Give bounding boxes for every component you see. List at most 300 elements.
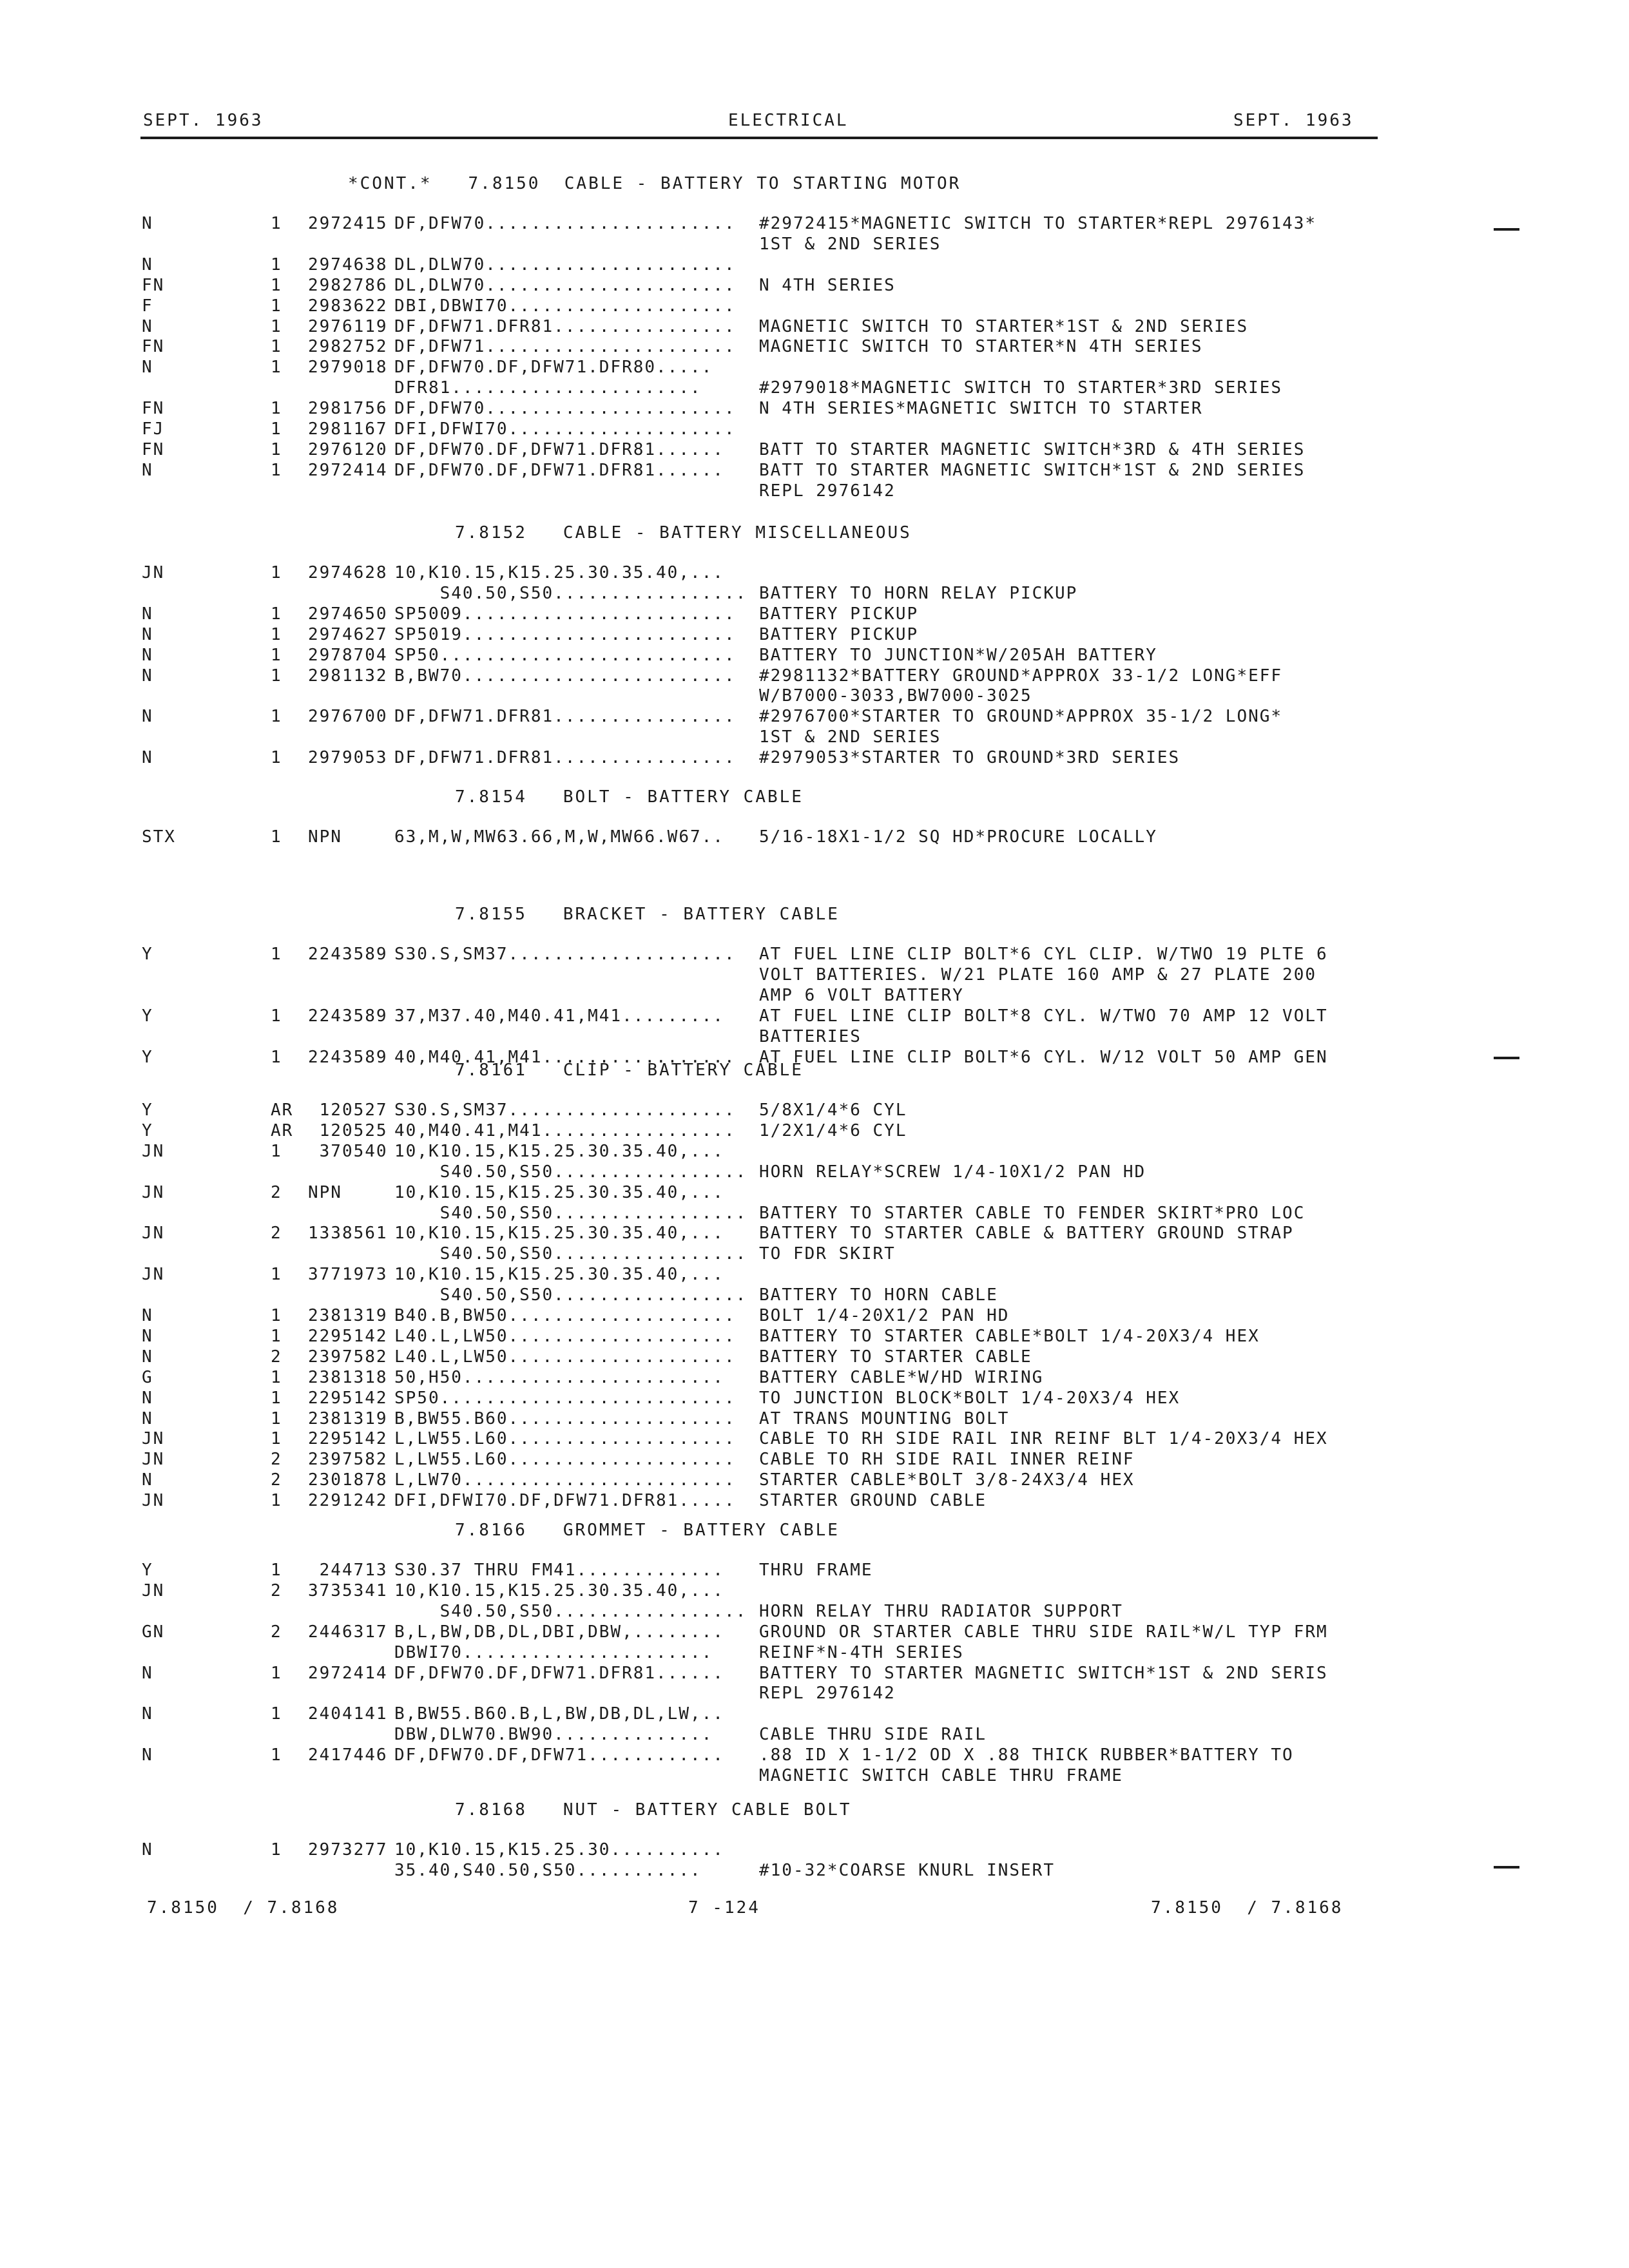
part-part: NPN [308, 827, 342, 847]
part-desc: CABLE TO RH SIDE RAIL INNER REINF [759, 1450, 1135, 1469]
part-models: DFI,DFWI70.DF,DFW71.DFR81..... [394, 1491, 736, 1510]
part-models: B,BW55.B60.................... [394, 1409, 736, 1428]
footer-page-number: 7 -124 [688, 1898, 760, 1917]
part-code: Y [142, 945, 153, 964]
part-part: 2446317 [308, 1622, 388, 1642]
part-qty: 2 [271, 1347, 282, 1367]
header-date-right: SEPT. 1963 [1233, 111, 1354, 130]
part-desc: BATTERY CABLE*W/HD WIRING [759, 1368, 1044, 1387]
part-part: 2397582 [308, 1347, 388, 1367]
part-code: N [142, 1389, 153, 1408]
part-part: 2295142 [308, 1327, 388, 1346]
part-row [0, 945, 1629, 965]
part-row [0, 1581, 1629, 1602]
part-row [0, 378, 1629, 399]
part-code: N [142, 1840, 153, 1860]
part-models: L,LW55.L60.................... [394, 1429, 736, 1448]
margin-mark [1494, 228, 1519, 231]
part-models: 37,M37.40,M40.41,M41......... [394, 1006, 724, 1026]
part-row [0, 1622, 1629, 1643]
part-part: 2979018 [308, 358, 388, 377]
part-row [0, 419, 1629, 440]
part-desc: REPL 2976142 [759, 1684, 896, 1703]
part-qty: 1 [271, 625, 282, 644]
part-part: 2974650 [308, 604, 388, 624]
header-rule [140, 137, 1378, 139]
part-part: 120527 [308, 1100, 388, 1120]
part-row [0, 461, 1629, 481]
part-code: Y [142, 1100, 153, 1120]
part-models: 10,K10.15,K15.25.30.35.40,... [394, 1183, 724, 1202]
part-code: JN [142, 1491, 165, 1510]
part-row [0, 399, 1629, 419]
part-qty: 1 [271, 1389, 282, 1408]
section-title: 7.8161 CLIP - BATTERY CABLE [455, 1061, 804, 1080]
part-row [0, 1224, 1629, 1244]
part-models: S30.S,SM37.................... [394, 945, 736, 964]
part-part: 2381318 [308, 1368, 388, 1387]
part-row [0, 1745, 1629, 1766]
part-qty: 1 [271, 707, 282, 726]
part-models: DF,DFW70...................... [394, 399, 736, 418]
part-models: DF,DFW70.DF,DFW71............ [394, 1745, 724, 1765]
part-models: B,BW70........................ [394, 666, 736, 686]
part-row [0, 1285, 1629, 1306]
part-part: 2973277 [308, 1840, 388, 1860]
part-code: N [142, 358, 153, 377]
part-desc: BATTERY TO HORN CABLE [759, 1285, 998, 1305]
part-row [0, 214, 1629, 235]
part-part: 2972414 [308, 1664, 388, 1683]
part-part: 2976119 [308, 317, 388, 336]
part-row [0, 1725, 1629, 1745]
part-desc: #2981132*BATTERY GROUND*APPROX 33-1/2 LONG*EFF [759, 666, 1283, 686]
part-code: FN [142, 399, 165, 418]
part-models: 10,K10.15,K15.25.30.35.40,... [394, 1224, 724, 1243]
part-row [0, 1450, 1629, 1470]
part-part: 2981167 [308, 419, 388, 439]
part-qty: 1 [271, 1704, 282, 1724]
part-models: S40.50,S50................. [394, 1162, 747, 1182]
part-models: DBWI70...................... [394, 1643, 713, 1662]
part-qty: 1 [271, 1840, 282, 1860]
part-code: N [142, 1409, 153, 1428]
part-code: N [142, 461, 153, 480]
part-code: N [142, 214, 153, 233]
part-part: 3735341 [308, 1581, 388, 1600]
part-qty: 1 [271, 358, 282, 377]
part-row [0, 296, 1629, 317]
part-models: L40.L,LW50.................... [394, 1347, 736, 1367]
part-code: STX [142, 827, 176, 847]
part-models: L40.L,LW50.................... [394, 1327, 736, 1346]
part-desc: VOLT BATTERIES. W/21 PLATE 160 AMP & 27 PLATE 200 [759, 965, 1317, 985]
part-row [0, 646, 1629, 666]
section-title: 7.8154 BOLT - BATTERY CABLE [455, 787, 804, 807]
part-part: 2404141 [308, 1704, 388, 1724]
part-row [0, 1183, 1629, 1204]
footer-range-left: 7.8150 / 7.8168 [147, 1898, 340, 1917]
part-desc: BATTERY TO JUNCTION*W/205AH BATTERY [759, 646, 1157, 665]
part-models: 10,K10.15,K15.25.30.35.40,... [394, 1581, 724, 1600]
part-models: 10,K10.15,K15.25.30.35.40,... [394, 1265, 724, 1284]
part-desc: MAGNETIC SWITCH TO STARTER*N 4TH SERIES [759, 337, 1203, 356]
part-code: FN [142, 440, 165, 459]
part-part: 120525 [308, 1121, 388, 1140]
part-qty: 1 [271, 399, 282, 418]
part-models: L,LW55.L60.................... [394, 1450, 736, 1469]
part-row [0, 1561, 1629, 1581]
part-row [0, 1306, 1629, 1327]
part-models: B40.B,BW50.................... [394, 1306, 736, 1325]
part-row [0, 965, 1629, 986]
part-desc: BATTERY PICKUP [759, 604, 919, 624]
part-models: DF,DFW70.DF,DFW71.DFR80..... [394, 358, 713, 377]
part-row [0, 276, 1629, 296]
part-models: DF,DFW70...................... [394, 214, 736, 233]
part-part: 2982752 [308, 337, 388, 356]
part-code: JN [142, 1224, 165, 1243]
part-models: DL,DLW70...................... [394, 276, 736, 295]
part-qty: 1 [271, 604, 282, 624]
section-title: *CONT.* 7.8150 CABLE - BATTERY TO STARTING MOTOR [348, 174, 961, 193]
part-qty: 1 [271, 1664, 282, 1683]
part-desc: N 4TH SERIES [759, 276, 896, 295]
part-desc: #2979053*STARTER TO GROUND*3RD SERIES [759, 748, 1181, 767]
part-models: 40,M40.41,M41................. [394, 1121, 736, 1140]
part-models: DF,DFW70.DF,DFW71.DFR81...... [394, 461, 724, 480]
part-qty: 2 [271, 1224, 282, 1243]
part-qty: 1 [271, 1265, 282, 1284]
part-part: 2381319 [308, 1306, 388, 1325]
part-models: 50,H50....................... [394, 1368, 724, 1387]
part-qty: 1 [271, 1327, 282, 1346]
part-part: 3771973 [308, 1265, 388, 1284]
part-row [0, 1162, 1629, 1183]
part-desc: BATTERY TO HORN RELAY PICKUP [759, 584, 1078, 603]
part-row [0, 1704, 1629, 1725]
part-row [0, 1429, 1629, 1450]
section-title: 7.8168 NUT - BATTERY CABLE BOLT [455, 1800, 852, 1820]
part-qty: 1 [271, 563, 282, 582]
part-desc: #2979018*MAGNETIC SWITCH TO STARTER*3RD SERIES [759, 378, 1283, 398]
part-desc: #2976700*STARTER TO GROUND*APPROX 35-1/2 LONG* [759, 707, 1283, 726]
part-models: DF,DFW71.DFR81................ [394, 748, 736, 767]
part-desc: AT TRANS MOUNTING BOLT [759, 1409, 1010, 1428]
section-title: 7.8152 CABLE - BATTERY MISCELLANEOUS [455, 523, 912, 543]
part-row [0, 1006, 1629, 1027]
part-part: 2976120 [308, 440, 388, 459]
margin-mark [1494, 1866, 1519, 1869]
part-row [0, 584, 1629, 604]
part-code: N [142, 1470, 153, 1490]
part-models: DF,DFW70.DF,DFW71.DFR81...... [394, 1664, 724, 1683]
part-part: 2243589 [308, 1048, 388, 1067]
part-row [0, 1389, 1629, 1409]
part-qty: 1 [271, 1142, 282, 1161]
part-row [0, 317, 1629, 338]
part-row [0, 440, 1629, 461]
part-row [0, 1491, 1629, 1512]
part-models: SP50.......................... [394, 646, 736, 665]
part-desc: BATTERY TO STARTER MAGNETIC SWITCH*1ST & 2ND SERIS [759, 1664, 1328, 1683]
part-row [0, 666, 1629, 687]
part-row [0, 727, 1629, 748]
part-models: B,BW55.B60.B,L,BW,DB,DL,LW,.. [394, 1704, 724, 1724]
part-qty: 1 [271, 945, 282, 964]
part-desc: CABLE THRU SIDE RAIL [759, 1725, 987, 1744]
part-part: 2301878 [308, 1470, 388, 1490]
part-row [0, 1643, 1629, 1664]
part-row [0, 1347, 1629, 1368]
part-part: 2972415 [308, 214, 388, 233]
part-row [0, 481, 1629, 502]
part-code: N [142, 1664, 153, 1683]
part-code: F [142, 296, 153, 316]
part-desc: BATTERY TO STARTER CABLE [759, 1347, 1032, 1367]
part-models: SP50.......................... [394, 1389, 736, 1408]
part-row [0, 707, 1629, 727]
part-row [0, 748, 1629, 769]
part-row [0, 1142, 1629, 1162]
part-part: 2291242 [308, 1491, 388, 1510]
part-row [0, 255, 1629, 276]
part-qty: 1 [271, 337, 282, 356]
part-desc: REINF*N-4TH SERIES [759, 1643, 964, 1662]
part-row [0, 625, 1629, 646]
part-qty: AR [271, 1100, 294, 1120]
part-code: N [142, 1745, 153, 1765]
part-desc: BATTERY TO STARTER CABLE TO FENDER SKIRT*PRO LOC [759, 1204, 1306, 1223]
part-qty: 1 [271, 827, 282, 847]
part-qty: 1 [271, 440, 282, 459]
part-part: 2974627 [308, 625, 388, 644]
part-row [0, 1327, 1629, 1347]
part-desc: 1ST & 2ND SERIES [759, 235, 941, 254]
part-models: DFI,DFWI70.................... [394, 419, 736, 439]
part-part: 370540 [308, 1142, 388, 1161]
part-desc: REPL 2976142 [759, 481, 896, 501]
part-desc: STARTER GROUND CABLE [759, 1491, 987, 1510]
part-row [0, 1602, 1629, 1622]
part-part: 2381319 [308, 1409, 388, 1428]
part-desc: HORN RELAY*SCREW 1/4-10X1/2 PAN HD [759, 1162, 1146, 1182]
part-code: N [142, 317, 153, 336]
part-row [0, 337, 1629, 358]
part-qty: 2 [271, 1450, 282, 1469]
part-part: 2974628 [308, 563, 388, 582]
part-row [0, 1861, 1629, 1881]
part-row [0, 1204, 1629, 1224]
part-qty: 1 [271, 1745, 282, 1765]
part-row [0, 1470, 1629, 1491]
part-desc: BATT TO STARTER MAGNETIC SWITCH*1ST & 2ND SERIES [759, 461, 1306, 480]
part-row [0, 686, 1629, 707]
part-qty: 2 [271, 1622, 282, 1642]
part-models: S30.S,SM37.................... [394, 1100, 736, 1120]
part-models: DL,DLW70...................... [394, 255, 736, 274]
part-part: 244713 [308, 1561, 388, 1580]
part-desc: AT FUEL LINE CLIP BOLT*8 CYL. W/TWO 70 AMP 12 VOLT [759, 1006, 1328, 1026]
part-code: JN [142, 1450, 165, 1469]
part-qty: 1 [271, 296, 282, 316]
part-row [0, 1664, 1629, 1684]
part-qty: 1 [271, 317, 282, 336]
part-part: 2972414 [308, 461, 388, 480]
part-code: N [142, 625, 153, 644]
part-row [0, 1244, 1629, 1265]
part-desc: 5/8X1/4*6 CYL [759, 1100, 907, 1120]
part-part: 2976700 [308, 707, 388, 726]
part-desc: MAGNETIC SWITCH CABLE THRU FRAME [759, 1766, 1123, 1785]
part-qty: 2 [271, 1183, 282, 1202]
part-code: JN [142, 563, 165, 582]
part-code: Y [142, 1006, 153, 1026]
part-row [0, 1840, 1629, 1861]
part-desc: BATTERY PICKUP [759, 625, 919, 644]
part-qty: 1 [271, 214, 282, 233]
part-row [0, 986, 1629, 1006]
part-code: G [142, 1368, 153, 1387]
part-part: NPN [308, 1183, 342, 1202]
part-qty: 1 [271, 1491, 282, 1510]
part-part: 2243589 [308, 1006, 388, 1026]
part-part: 2983622 [308, 296, 388, 316]
part-part: 2981756 [308, 399, 388, 418]
part-models: DF,DFW71...................... [394, 337, 736, 356]
part-desc: BATTERY TO STARTER CABLE & BATTERY GROUND STRAP [759, 1224, 1294, 1243]
part-qty: 1 [271, 1409, 282, 1428]
part-desc: CABLE TO RH SIDE RAIL INR REINF BLT 1/4-20X3/4 HEX [759, 1429, 1328, 1448]
part-desc: 5/16-18X1-1/2 SQ HD*PROCURE LOCALLY [759, 827, 1157, 847]
part-row [0, 1048, 1629, 1068]
part-models: DBI,DBWI70.................... [394, 296, 736, 316]
header-section-title: ELECTRICAL [728, 111, 849, 130]
part-code: JN [142, 1142, 165, 1161]
part-models: 10,K10.15,K15.25.30.35.40,... [394, 1142, 724, 1161]
part-models: 10,K10.15,K15.25.30.35.40,... [394, 563, 724, 582]
part-row [0, 1121, 1629, 1142]
part-part: 2243589 [308, 945, 388, 964]
part-desc: GROUND OR STARTER CABLE THRU SIDE RAIL*W/L TYP FRM [759, 1622, 1328, 1642]
part-models: 63,M,W,MW63.66,M,W,MW66.W67.. [394, 827, 724, 847]
part-desc: TO FDR SKIRT [759, 1244, 896, 1264]
part-qty: 1 [271, 646, 282, 665]
part-row [0, 1100, 1629, 1121]
part-qty: 2 [271, 1470, 282, 1490]
part-desc: .88 ID X 1-1/2 OD X .88 THICK RUBBER*BATTERY TO [759, 1745, 1294, 1765]
part-desc: TO JUNCTION BLOCK*BOLT 1/4-20X3/4 HEX [759, 1389, 1181, 1408]
part-row [0, 235, 1629, 255]
part-code: JN [142, 1581, 165, 1600]
part-part: 2978704 [308, 646, 388, 665]
part-part: 2982786 [308, 276, 388, 295]
part-qty: 1 [271, 1306, 282, 1325]
part-desc: AT FUEL LINE CLIP BOLT*6 CYL CLIP. W/TWO 19 PLTE 6 [759, 945, 1328, 964]
part-models: DF,DFW71.DFR81................ [394, 707, 736, 726]
part-qty: 2 [271, 1581, 282, 1600]
part-qty: 1 [271, 1048, 282, 1067]
part-models: S40.50,S50................. [394, 1602, 747, 1621]
part-models: B,L,BW,DB,DL,DBI,DBW,........ [394, 1622, 724, 1642]
part-code: N [142, 748, 153, 767]
part-desc: N 4TH SERIES*MAGNETIC SWITCH TO STARTER [759, 399, 1203, 418]
part-code: Y [142, 1561, 153, 1580]
part-code: N [142, 707, 153, 726]
part-qty: 1 [271, 748, 282, 767]
part-code: N [142, 1347, 153, 1367]
header-date-left: SEPT. 1963 [143, 111, 264, 130]
part-models: DFR81...................... [394, 378, 702, 398]
section-title: 7.8155 BRACKET - BATTERY CABLE [455, 905, 840, 924]
part-desc: 1ST & 2ND SERIES [759, 727, 941, 747]
part-models: 40,M40.41,M41................. [394, 1048, 736, 1067]
part-part: 2981132 [308, 666, 388, 686]
part-desc: 1/2X1/4*6 CYL [759, 1121, 907, 1140]
part-qty: 1 [271, 276, 282, 295]
part-qty: 1 [271, 1368, 282, 1387]
section-title: 7.8166 GROMMET - BATTERY CABLE [455, 1521, 840, 1540]
part-desc: BATTERY TO STARTER CABLE*BOLT 1/4-20X3/4 HEX [759, 1327, 1260, 1346]
part-part: 2295142 [308, 1389, 388, 1408]
part-qty: 1 [271, 419, 282, 439]
part-models: 10,K10.15,K15.25.30.......... [394, 1840, 724, 1860]
margin-mark [1494, 1057, 1519, 1059]
part-part: 2397582 [308, 1450, 388, 1469]
part-desc: BOLT 1/4-20X1/2 PAN HD [759, 1306, 1010, 1325]
part-models: SP5019........................ [394, 625, 736, 644]
part-code: N [142, 1327, 153, 1346]
part-code: N [142, 255, 153, 274]
part-row [0, 1265, 1629, 1285]
part-part: 2417446 [308, 1745, 388, 1765]
part-models: S40.50,S50................. [394, 584, 747, 603]
part-code: FN [142, 337, 165, 356]
part-desc: W/B7000-3033,BW7000-3025 [759, 686, 1032, 706]
part-code: N [142, 604, 153, 624]
part-code: FJ [142, 419, 165, 439]
part-qty: 1 [271, 666, 282, 686]
part-desc: HORN RELAY THRU RADIATOR SUPPORT [759, 1602, 1123, 1621]
part-desc: AMP 6 VOLT BATTERY [759, 986, 964, 1005]
part-desc: STARTER CABLE*BOLT 3/8-24X3/4 HEX [759, 1470, 1135, 1490]
part-models: DBW,DLW70.BW90.............. [394, 1725, 713, 1744]
part-part: 2974638 [308, 255, 388, 274]
part-desc: MAGNETIC SWITCH TO STARTER*1ST & 2ND SERIES [759, 317, 1249, 336]
part-models: DF,DFW71.DFR81................ [394, 317, 736, 336]
part-code: N [142, 666, 153, 686]
part-qty: AR [271, 1121, 294, 1140]
footer-range-right: 7.8150 / 7.8168 [1151, 1898, 1344, 1917]
part-models: S40.50,S50................. [394, 1204, 747, 1223]
part-qty: 1 [271, 1561, 282, 1580]
part-qty: 1 [271, 255, 282, 274]
part-desc: THRU FRAME [759, 1561, 873, 1580]
part-qty: 1 [271, 461, 282, 480]
part-code: Y [142, 1121, 153, 1140]
part-code: JN [142, 1183, 165, 1202]
part-row [0, 1368, 1629, 1389]
part-row [0, 604, 1629, 625]
part-desc: AT FUEL LINE CLIP BOLT*6 CYL. W/12 VOLT 50 AMP GEN [759, 1048, 1328, 1067]
part-row [0, 1027, 1629, 1048]
part-desc: #2972415*MAGNETIC SWITCH TO STARTER*REPL 2976143* [759, 214, 1317, 233]
part-code: JN [142, 1429, 165, 1448]
part-part: 2979053 [308, 748, 388, 767]
part-desc: #10-32*COARSE KNURL INSERT [759, 1861, 1055, 1880]
part-qty: 1 [271, 1429, 282, 1448]
part-desc: BATT TO STARTER MAGNETIC SWITCH*3RD & 4TH SERIES [759, 440, 1306, 459]
